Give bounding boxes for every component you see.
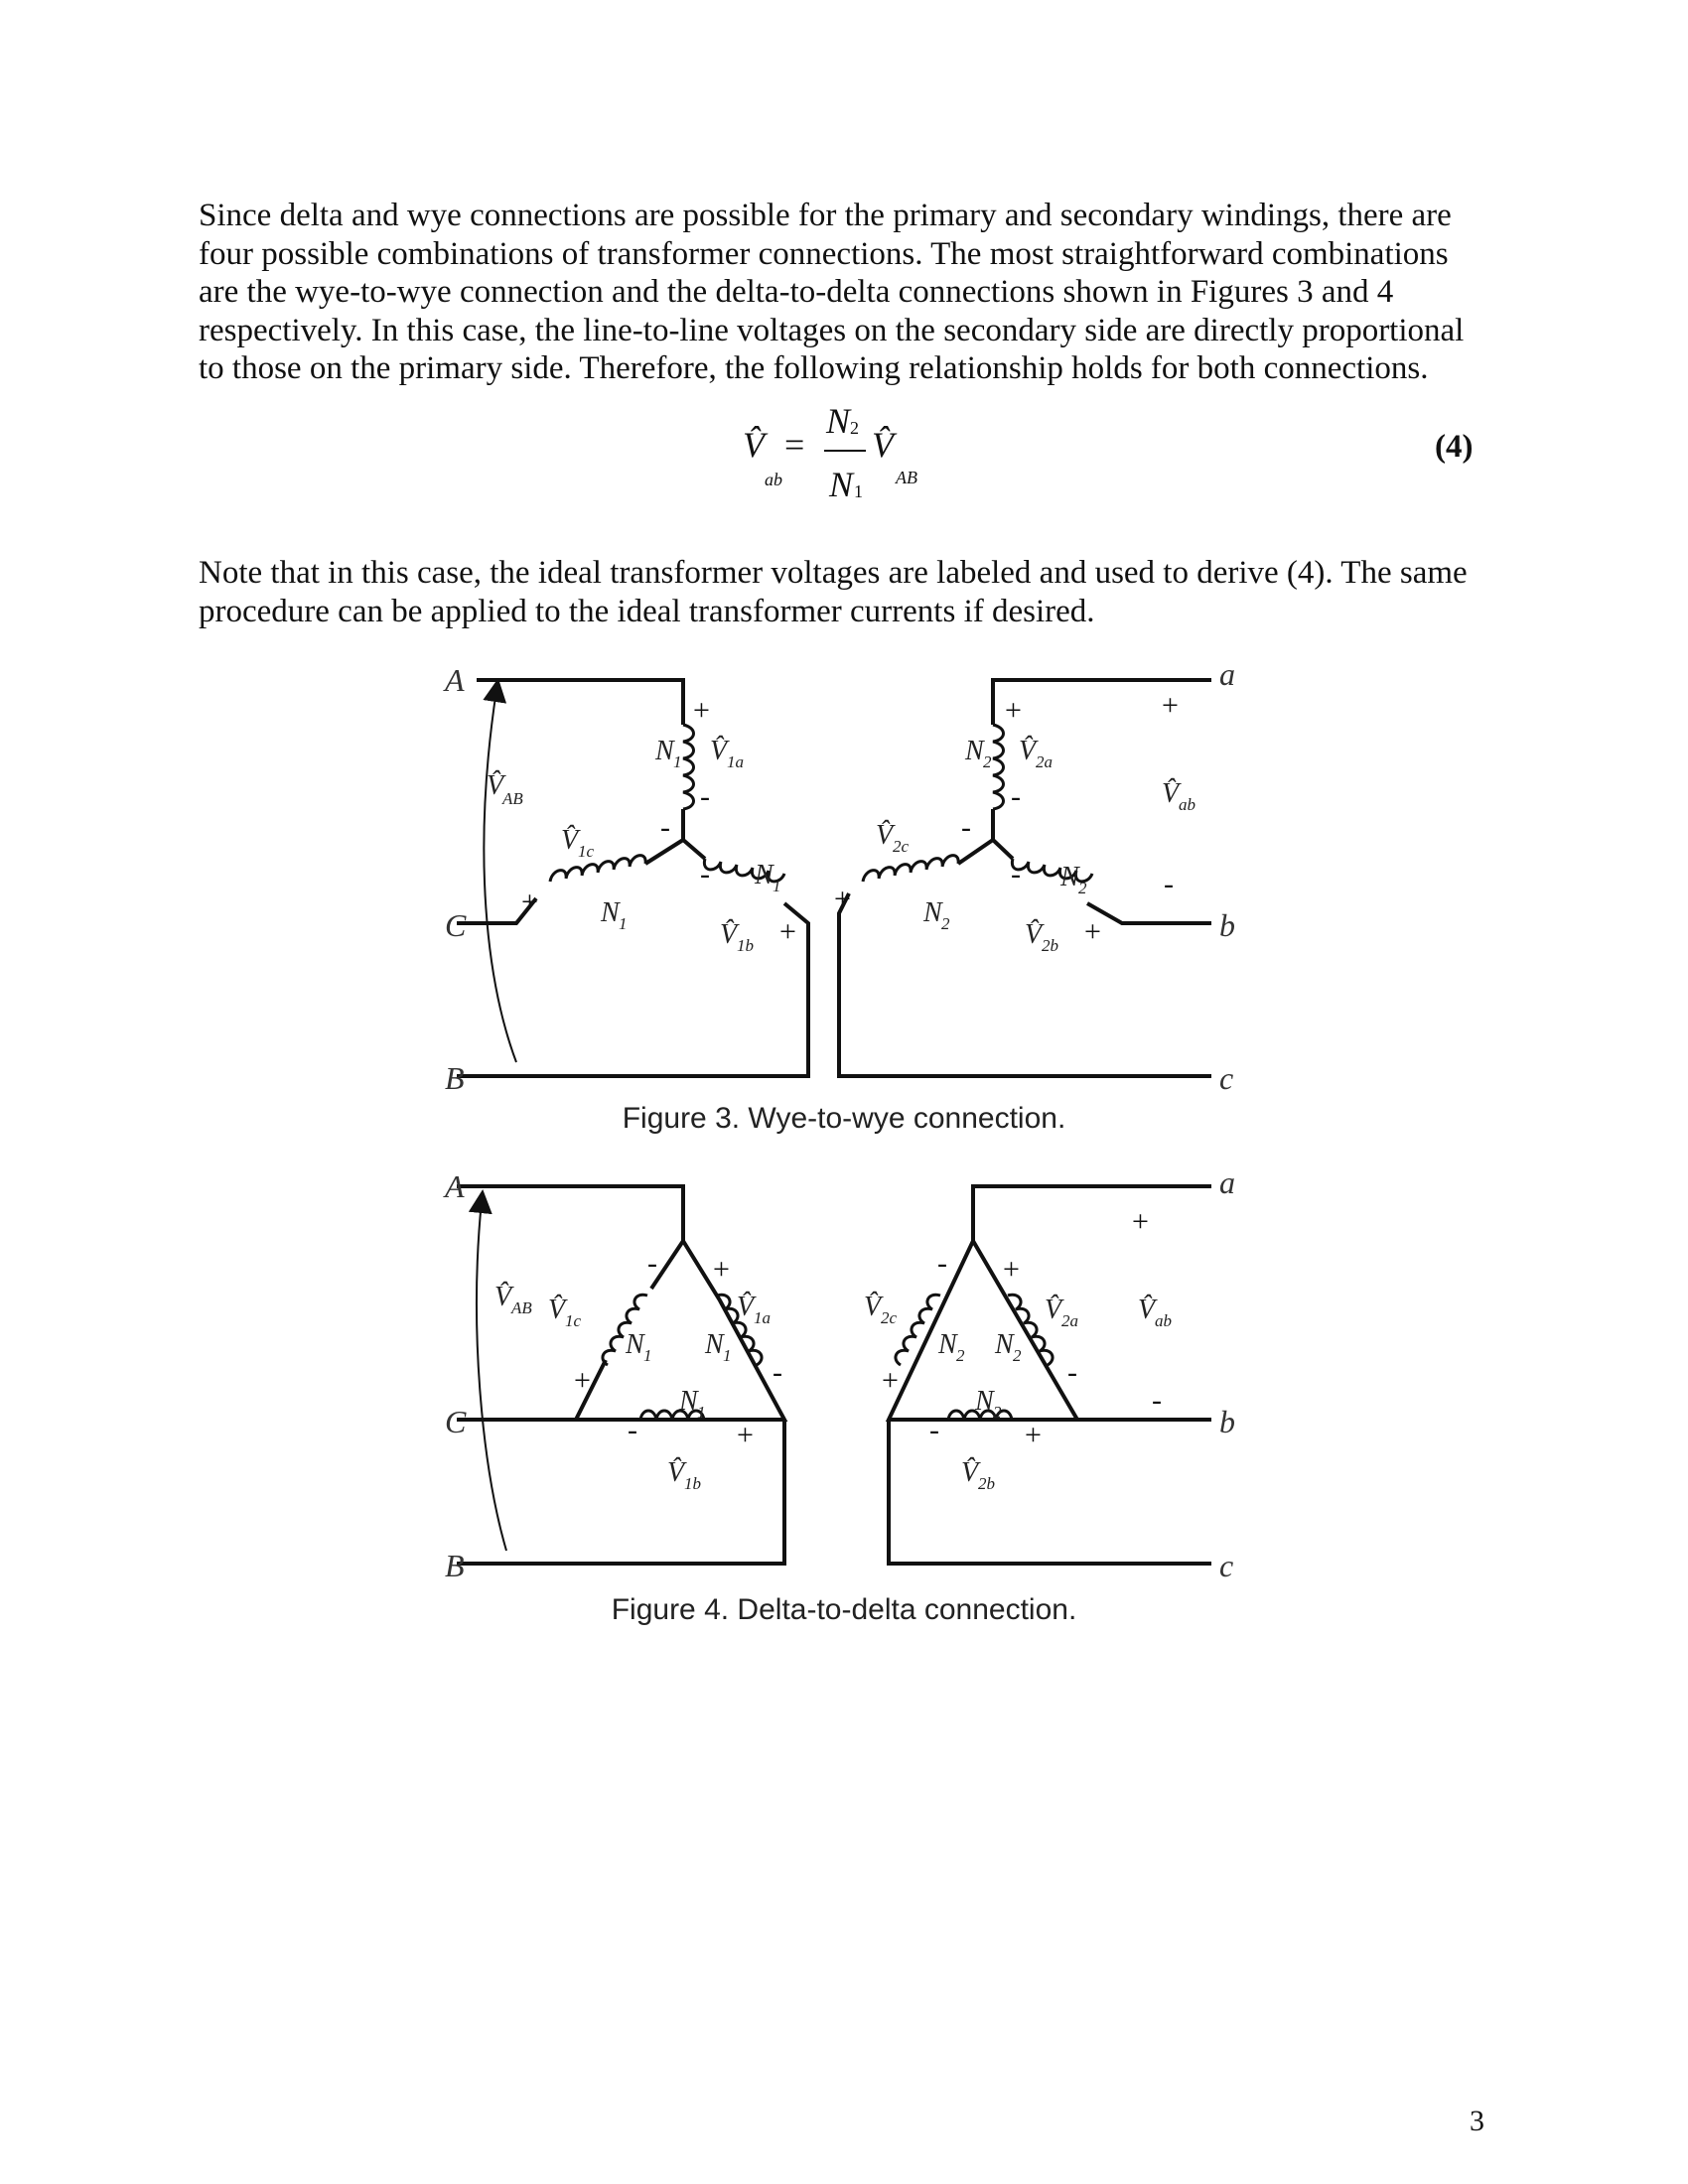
label-sub: 1b [684,1474,701,1493]
terminal-C: C [445,1404,467,1439]
minus-sign: - [961,811,971,844]
label-sub: 1b [737,936,754,955]
eq-equals: = [784,425,805,465]
label-V: V̂ [1138,1295,1156,1325]
minus-sign: - [773,1356,782,1389]
terminal-A: A [445,662,465,698]
plus-sign: + [1084,915,1101,948]
wire [683,840,705,859]
minus-sign: - [1152,1384,1162,1417]
terminal-B: B [445,1060,465,1096]
plus-sign: + [693,694,710,727]
terminal-A: A [445,1168,465,1204]
text-line: procedure can be applied to the ideal transformer currents if desired. [199,593,1095,629]
label-sub: 2a [1061,1311,1078,1330]
minus-sign: - [1011,858,1021,890]
minus-sign: - [628,1414,637,1446]
label-sub: 2c [893,837,910,856]
paragraph-note [199,554,1489,630]
label-V: V̂ [548,1295,566,1325]
equation-4 [725,402,943,521]
label-V: V̂ [494,1282,512,1312]
figure-4-caption: Figure 4. Delta-to-delta connection. [611,1593,1077,1626]
label-N: N [705,1329,724,1360]
minus-sign: - [937,1247,947,1280]
line-A-wire [457,1186,683,1241]
label-sub: 2 [983,752,992,771]
line-a-wire [973,1186,1211,1241]
label-N: N [679,1386,698,1417]
eq-lhs: V̂ [743,425,765,465]
terminal-a: a [1219,656,1235,692]
label-V: V̂ [1162,778,1180,809]
label-N: N [995,1329,1014,1360]
label-sub: 2 [941,914,950,933]
label-N: N [1060,862,1079,892]
plus-sign: + [1132,1205,1149,1238]
label-V: V̂ [710,736,728,766]
label-sub: 2 [993,1403,1002,1422]
minus-sign: - [1164,868,1174,900]
label-sub: 2 [1013,1346,1022,1365]
plus-sign: + [713,1253,730,1286]
eq-fraction-bar [824,450,866,452]
eq-denominator-sub: 1 [854,481,863,501]
label-sub: AB [511,1298,532,1317]
coil-N1-a [683,725,694,809]
label-sub: 1 [697,1403,706,1422]
label-N: N [601,897,620,928]
text-line: to those on the primary side. Therefore, the following relationship holds for both connections. [199,350,1429,386]
label-N: N [655,736,674,766]
label-sub: 1 [673,752,682,771]
text-line: four possible combinations of transformer connections. The most straightforward combinations [199,235,1449,272]
plus-sign: + [737,1419,754,1451]
label-sub: 2b [978,1474,995,1493]
terminal-C: C [445,907,467,943]
label-sub: 2c [881,1308,898,1327]
figure-3 [417,655,1271,1152]
voltage-arrow-AB [484,690,516,1062]
eq-rhs: V̂ [872,425,894,465]
minus-sign: - [700,780,710,813]
plus-sign: + [1162,689,1179,722]
eq-numerator-sub: 2 [850,418,859,438]
label-sub: 2 [956,1346,965,1365]
terminal-B: B [445,1548,465,1583]
coil-N2-a [993,725,1004,809]
line-A-wire [477,680,683,725]
label-sub: 1 [619,914,628,933]
label-sub: ab [1155,1311,1172,1330]
plus-sign: + [834,883,851,915]
minus-sign: - [660,811,670,844]
label-sub: 1a [727,752,744,771]
line-B-wire [457,903,808,1076]
coil-N2-c [863,856,958,882]
eq-rhs-sub: AB [896,468,917,487]
terminal-b: b [1219,907,1235,943]
plus-sign: + [521,886,538,918]
label-V: V̂ [720,919,738,950]
label-sub: ab [1179,795,1196,814]
label-sub: 2 [1078,879,1087,897]
label-sub: 1 [643,1346,652,1365]
text-line: are the wye-to-wye connection and the delta-to-delta connections shown in Figures 3 and 4 [199,274,1394,310]
page-number: 3 [1470,2105,1484,2137]
label-V: V̂ [737,1292,755,1322]
wiring [457,680,1211,1076]
label-V: V̂ [1045,1295,1062,1325]
label-V: V̂ [561,825,579,856]
plus-sign: + [882,1364,899,1397]
line-a-wire [993,680,1211,725]
label-sub: 2a [1036,752,1053,771]
eq-lhs-sub: ab [765,470,782,489]
label-sub: 1 [773,877,781,895]
terminal-c: c [1219,1548,1234,1583]
minus-sign: - [700,858,710,890]
label-V: V̂ [1025,919,1043,950]
minus-sign: - [929,1414,939,1446]
plus-sign: + [779,915,796,948]
equation-number: (4) [1435,429,1474,465]
figure-4 [417,1164,1271,1668]
terminal-a: a [1219,1164,1235,1200]
line-b-wire [1087,903,1211,923]
terminal-b: b [1219,1404,1235,1439]
eq-numerator: N [826,401,851,441]
label-V: V̂ [864,1292,882,1322]
label-N: N [938,1329,957,1360]
paragraph-intro [199,197,1489,388]
wiring [457,1186,1211,1564]
label-V: V̂ [961,1457,979,1488]
plus-sign: + [1005,694,1022,727]
figure-3-caption: Figure 3. Wye-to-wye connection. [622,1102,1066,1135]
text-line: respectively. In this case, the line-to-line voltages on the secondary side are directly proportional [199,312,1465,348]
wye-wye-diagram [417,655,1271,1152]
label-N: N [626,1329,644,1360]
eq-denominator: N [829,465,854,504]
terminal-c: c [1219,1060,1234,1096]
label-N: N [975,1386,994,1417]
label-sub: 1c [578,842,595,861]
text-line: Note that in this case, the ideal transformer voltages are labeled and used to derive (4). The same [199,555,1468,591]
label-sub: AB [502,789,523,808]
label-sub: 1a [754,1308,771,1327]
label-V: V̂ [487,770,504,801]
minus-sign: - [647,1247,657,1280]
minus-sign: - [1067,1356,1077,1389]
plus-sign: + [574,1364,591,1397]
label-N: N [923,897,942,928]
label-V: V̂ [667,1457,685,1488]
label-N: N [965,736,984,766]
plus-sign: + [1025,1419,1042,1451]
label-N: N [755,860,774,890]
minus-sign: - [1011,780,1021,813]
label-sub: 2b [1042,936,1058,955]
wire [993,840,1013,859]
plus-sign: + [1003,1253,1020,1286]
coil-N1-c [550,856,645,882]
text-line: Since delta and wye connections are possible for the primary and secondary windings, there are [199,198,1452,233]
label-sub: 1c [565,1311,582,1330]
line-B-wire [457,1420,784,1564]
label-V: V̂ [876,820,894,851]
label-sub: 1 [723,1346,732,1365]
voltage-arrow-AB [477,1201,506,1551]
label-V: V̂ [1019,736,1037,766]
